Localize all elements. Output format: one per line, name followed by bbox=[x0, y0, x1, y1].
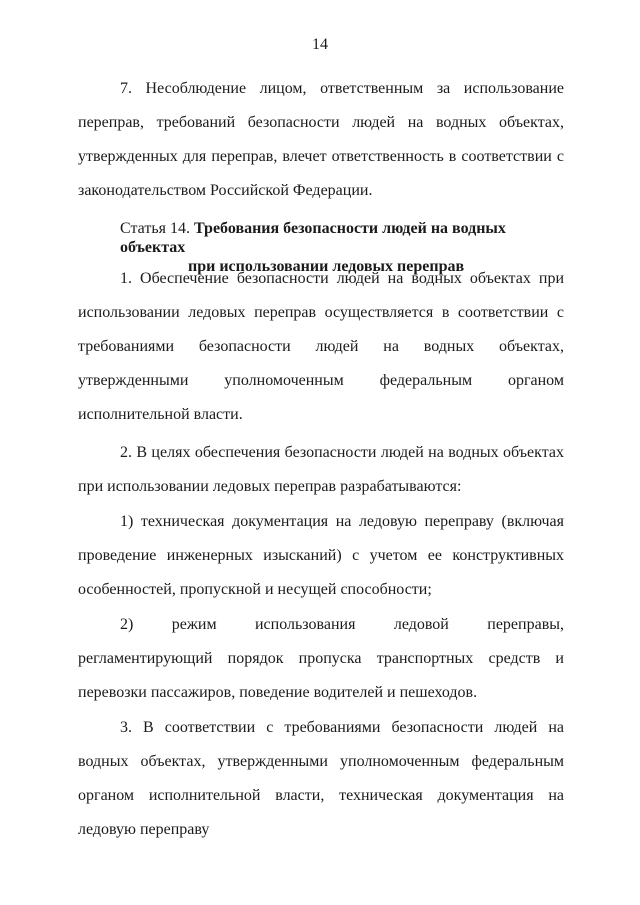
paragraph-text: 2. В целях обеспечения безопасности людей на водных объектах при использовании ледовых переправ разрабатываются: bbox=[78, 444, 564, 495]
paragraph-3 bbox=[78, 711, 564, 847]
paragraph-2-item-2 bbox=[78, 608, 564, 710]
paragraph-2-item-1 bbox=[78, 505, 564, 607]
article-title-line1: Требования безопасности людей на водных объектах bbox=[120, 220, 506, 256]
article-title-line2: при использовании ледовых переправ bbox=[188, 258, 465, 275]
paragraph-7 bbox=[78, 72, 564, 208]
article-prefix: Статья 14. bbox=[120, 220, 194, 237]
paragraph-text: 1. Обеспечение безопасности людей на водных объектах при использовании ледовых переправ осуществляется в соответствии с требованиями безопасности людей на водных объектах, утвержденными уполномоченным федеральным органом исполнительной власти. bbox=[78, 270, 564, 423]
paragraph-text: 2) режим использования ледовой переправы, регламентирующий порядок пропуска транспортных средств и перевозки пассажиров, поведение водителей и пешеходов. bbox=[78, 616, 564, 701]
page-number: 14 bbox=[312, 36, 328, 53]
paragraph-text: 7. Несоблюдение лицом, ответственным за использование переправ, требований безопасности людей на водных объектах, утвержденных для переправ, влечет ответственность в соответствии с законодательством Российской Федерации. bbox=[78, 80, 564, 199]
paragraph-1 bbox=[78, 262, 564, 432]
paragraph-text: 1) техническая документация на ледовую переправу (включая проведение инженерных изысканий) с учетом ее конструктивных особенностей, пропускной и несущей способности; bbox=[78, 513, 564, 598]
paragraph-2 bbox=[78, 436, 564, 504]
paragraph-text: 3. В соответствии с требованиями безопасности людей на водных объектах, утвержденными уполномоченным федеральным органом исполнительной власти, техническая документация на ледовую переправу bbox=[78, 719, 564, 838]
article-heading-line1 bbox=[78, 219, 564, 257]
